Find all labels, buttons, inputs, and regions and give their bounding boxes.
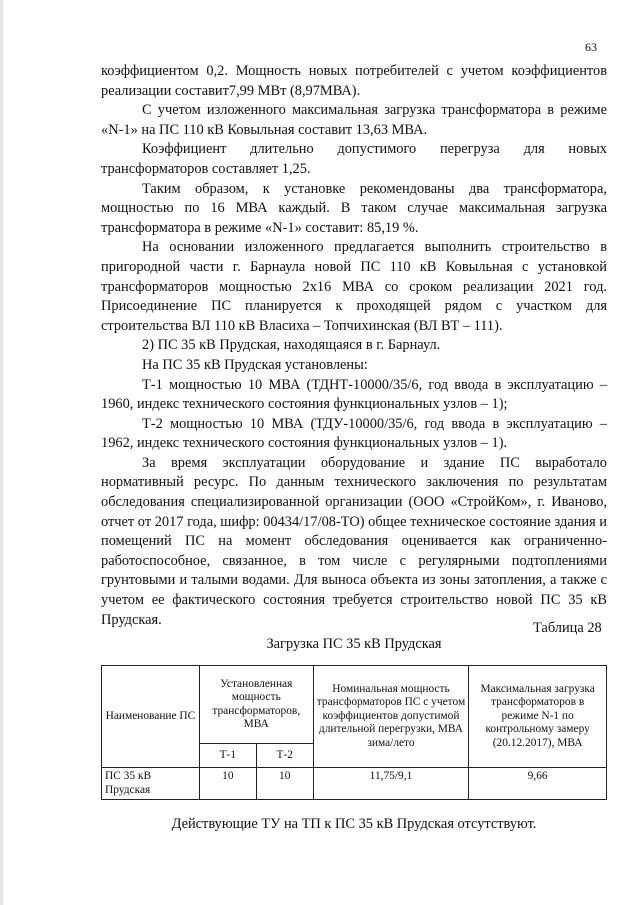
footer-text: Действующие ТУ на ТП к ПС 35 кВ Прудская отсутствуют. bbox=[171, 816, 537, 832]
table-title: Загрузка ПС 35 кВ Прудская bbox=[266, 636, 442, 652]
paragraph: За время эксплуатации оборудование и здание ПС выработало нормативный ресурс. По данным технического заключения по результатам обследования специализированной организации (ООО «СтройКом», г. Иваново, отчет от 2017 года, шифр: 00434/17/08-ТО) общее техническое состояние здания и помещений ПС на момент обследования оценивается как ограниченно-работоспособное, связанное, в том числе с регулярными подтоплениями грунтовыми и талыми водами. Для выноса объекта из зоны затопления, а также с учетом ее фактического состояния требуется строительство новой ПС 35 кВ Прудская. bbox=[101, 454, 607, 628]
paragraph: Коэффициент длительно допустимого перегруза для новых трансформаторов составляет 1,25. bbox=[101, 141, 607, 177]
paragraph: С учетом изложенного максимальная загрузка трансформатора в режиме «N-1» на ПС 110 кВ Ковыльная составит 13,63 МВА. bbox=[101, 102, 607, 138]
header-t1: Т-1 bbox=[199, 744, 256, 768]
paragraph: Т-1 мощностью 10 МВА (ТДНТ-10000/35/6, год ввода в эксплуатацию – 1960, индекс технического состояния функциональных узлов – 1); bbox=[101, 376, 607, 413]
page-number: 63 bbox=[585, 40, 597, 54]
cell-nominal: 11,75/9,1 bbox=[313, 768, 469, 800]
header-installed: Установленная мощность трансформаторов, МВА bbox=[199, 666, 313, 744]
load-table bbox=[101, 665, 607, 800]
table-row bbox=[102, 768, 607, 800]
paragraph: На ПС 35 кВ Прудская установлены: bbox=[142, 356, 368, 373]
paragraph: Т-2 мощностью 10 МВА (ТДУ-10000/35/6, год ввода в эксплуатацию – 1962, индекс технического состояния функциональных узлов – 1). bbox=[101, 415, 607, 452]
header-t2: Т-2 bbox=[256, 744, 313, 768]
paragraph: коэффициентом 0,2. Мощность новых потребителей с учетом коэффициентов реализации составит7,99 МВт (8,97МВА). bbox=[101, 63, 607, 99]
cell-t1: 10 bbox=[199, 768, 256, 800]
header-nominal: Номинальная мощность трансформаторов ПС с учетом коэффициентов допустимой длительной перегрузки, МВА зима/лето bbox=[313, 666, 469, 768]
paragraph: На основании изложенного предлагается выполнить строительство в пригородной части г. Барнаула новой ПС 110 кВ Ковыльная с установкой трансформаторов мощностью 2х16 МВА со сроком реализации 2021 год. Присоединение ПС планируется к проходящей рядом с участком для строительства ВЛ 110 кВ Власиха – Топчихинская (ВЛ ВТ – 111). bbox=[101, 239, 607, 334]
cell-t2: 10 bbox=[256, 768, 313, 800]
cell-name: ПС 35 кВ Прудская bbox=[102, 768, 200, 800]
table-label: Таблица 28 bbox=[533, 620, 602, 636]
header-max-load: Максимальная загрузка трансформаторов в режиме N-1 по контрольному замеру (20.12.2017), МВА bbox=[469, 666, 607, 768]
cell-max-load: 9,66 bbox=[469, 768, 607, 800]
paragraph: 2) ПС 35 кВ Прудская, находящаяся в г. Барнаул. bbox=[142, 337, 441, 354]
paragraph: Таким образом, к установке рекомендованы два трансформатора, мощностью по 16 МВА каждый. В таком случае максимальная загрузка трансформатора в режиме «N-1» составит: 85,19 %. bbox=[101, 180, 607, 236]
page-edge bbox=[0, 0, 3, 905]
header-name: Наименование ПС bbox=[102, 666, 200, 768]
document-body bbox=[101, 62, 607, 630]
